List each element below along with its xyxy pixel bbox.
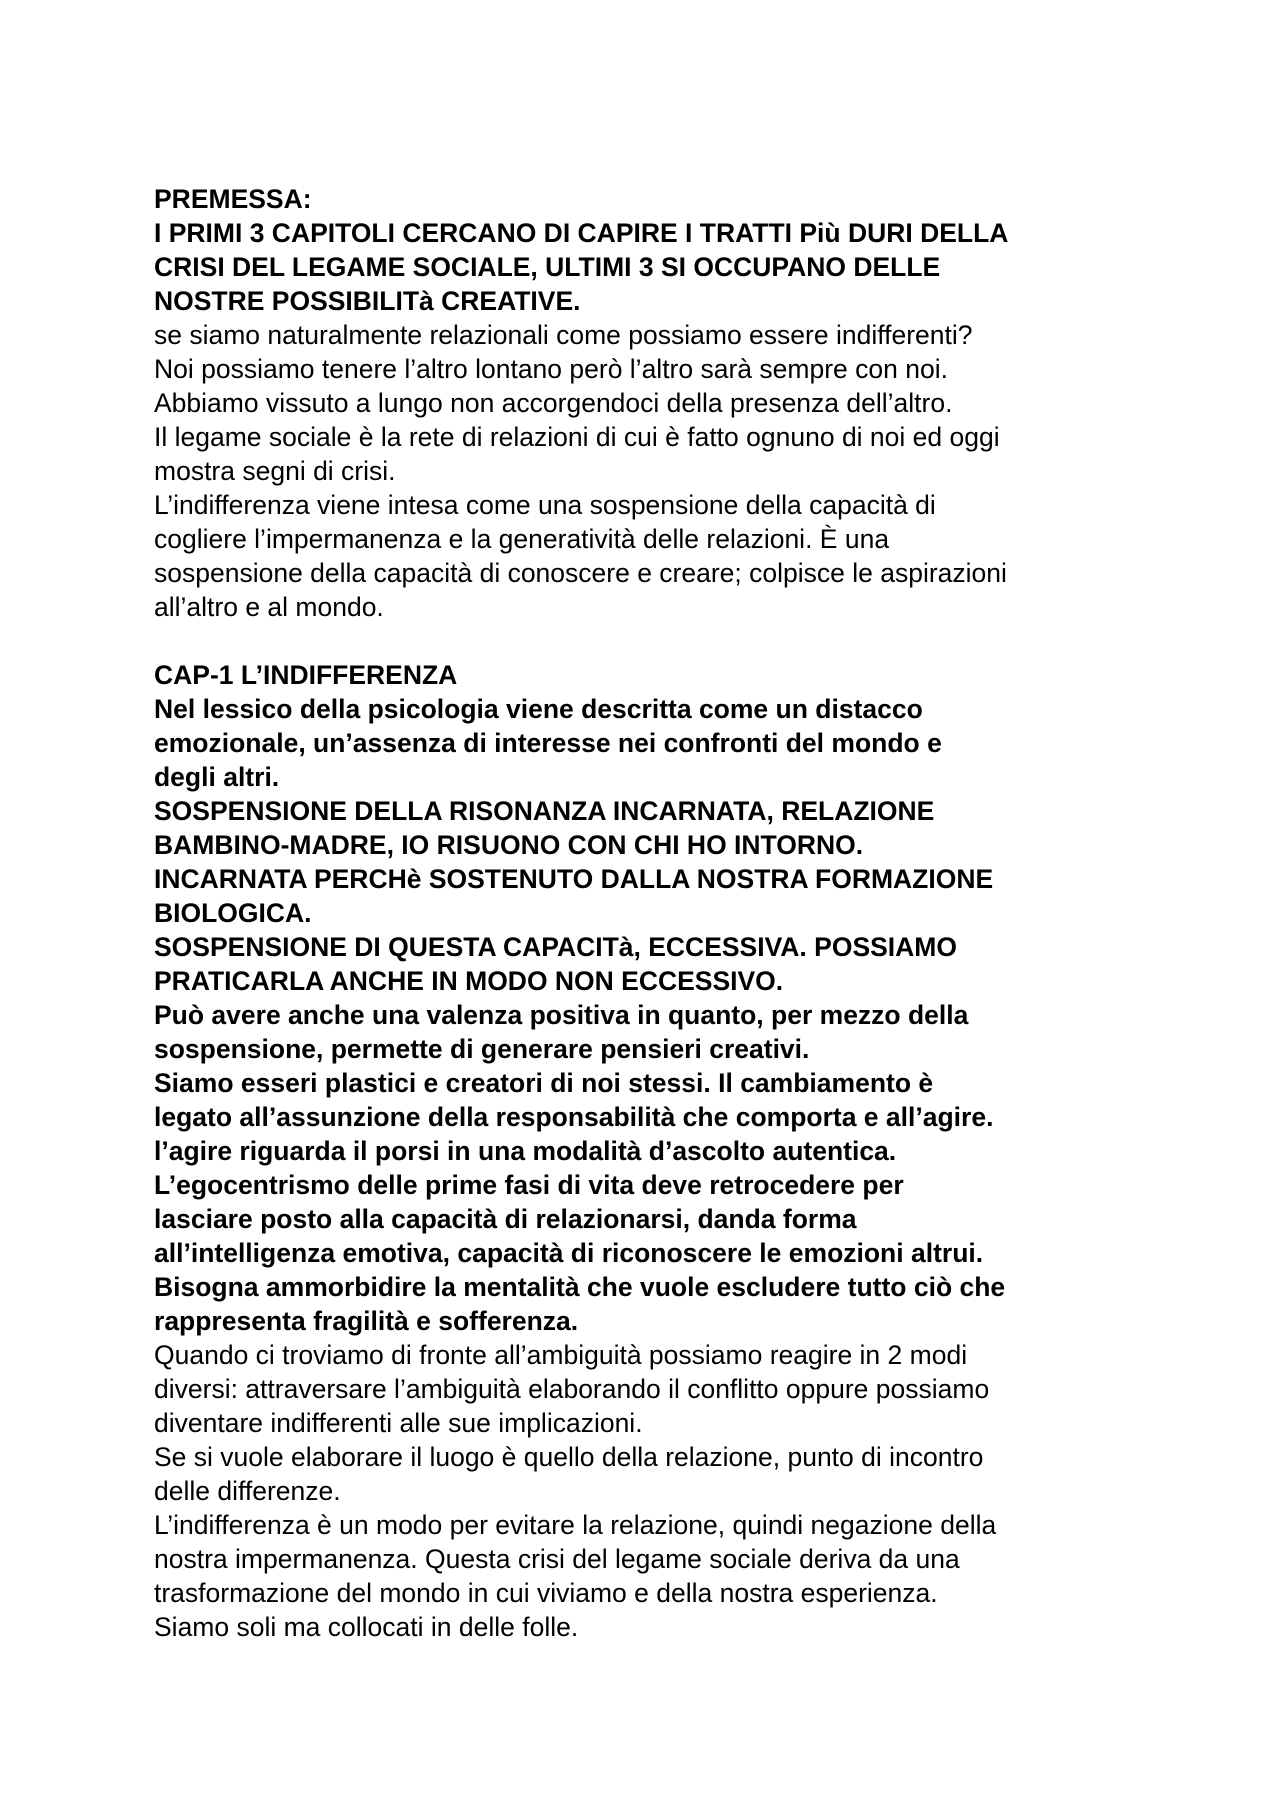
premessa-line: Noi possiamo tenere l’altro lontano però l’altro sarà sempre con noi.: [154, 354, 948, 384]
cap1-line: nostra impermanenza. Questa crisi del legame sociale deriva da una: [154, 1544, 960, 1574]
cap1-bold-line: Siamo esseri plastici e creatori di noi stessi. Il cambiamento è: [154, 1068, 934, 1098]
cap1-bold-line: SOSPENSIONE DELLA RISONANZA INCARNATA, RELAZIONE: [154, 796, 935, 826]
cap1-bold-line: L’egocentrismo delle prime fasi di vita deve retrocedere per: [154, 1170, 904, 1200]
cap1-bold-line: Nel lessico della psicologia viene descritta come un distacco: [154, 694, 923, 724]
cap1-bold-line: l’agire riguarda il porsi in una modalità d’ascolto autentica.: [154, 1136, 897, 1166]
premessa-line: L’indifferenza viene intesa come una sospensione della capacità di: [154, 490, 936, 520]
cap1-bold-line: sospensione, permette di generare pensieri creativi.: [154, 1034, 810, 1064]
cap1-bold-line: rappresenta fragilità e sofferenza.: [154, 1306, 579, 1336]
premessa-line: sospensione della capacità di conoscere e creare; colpisce le aspirazioni: [154, 558, 1007, 588]
cap1-bold-line: degli altri.: [154, 762, 280, 792]
cap1-line: L’indifferenza è un modo per evitare la relazione, quindi negazione della: [154, 1510, 997, 1540]
cap1-bold-line: emozionale, un’assenza di interesse nei confronti del mondo e: [154, 728, 942, 758]
cap1-bold-line: BIOLOGICA.: [154, 898, 312, 928]
premessa-line: se siamo naturalmente relazionali come possiamo essere indifferenti?: [154, 320, 973, 350]
premessa-line: Il legame sociale è la rete di relazioni di cui è fatto ognuno di noi ed oggi: [154, 422, 1000, 452]
cap1-line: Se si vuole elaborare il luogo è quello della relazione, punto di incontro: [154, 1442, 984, 1472]
cap1-bold-line: Può avere anche una valenza positiva in quanto, per mezzo della: [154, 1000, 969, 1030]
premessa-line: mostra segni di crisi.: [154, 456, 396, 486]
cap1-section: [154, 658, 1154, 1644]
document-page: [154, 182, 1154, 1644]
cap1-line: delle differenze.: [154, 1476, 341, 1506]
cap1-heading: CAP-1 L’INDIFFERENZA: [154, 660, 458, 690]
premessa-heading: PREMESSA:: [154, 184, 312, 214]
cap1-bold-line: PRATICARLA ANCHE IN MODO NON ECCESSIVO.: [154, 966, 784, 996]
cap1-bold-line: all’intelligenza emotiva, capacità di riconoscere le emozioni altrui.: [154, 1238, 984, 1268]
premessa-line: all’altro e al mondo.: [154, 592, 384, 622]
premessa-bold-line: NOSTRE POSSIBILITà CREATIVE.: [154, 286, 581, 316]
cap1-bold-line: INCARNATA PERCHè SOSTENUTO DALLA NOSTRA FORMAZIONE: [154, 864, 994, 894]
premessa-line: Abbiamo vissuto a lungo non accorgendoci della presenza dell’altro.: [154, 388, 953, 418]
cap1-line: diversi: attraversare l’ambiguità elaborando il conflitto oppure possiamo: [154, 1374, 990, 1404]
cap1-line: diventare indifferenti alle sue implicazioni.: [154, 1408, 643, 1438]
cap1-bold-line: SOSPENSIONE DI QUESTA CAPACITà, ECCESSIVA. POSSIAMO: [154, 932, 957, 962]
cap1-line: trasformazione del mondo in cui viviamo e della nostra esperienza.: [154, 1578, 938, 1608]
cap1-line: Siamo soli ma collocati in delle folle.: [154, 1612, 579, 1642]
cap1-bold-line: Bisogna ammorbidire la mentalità che vuole escludere tutto ciò che: [154, 1272, 1006, 1302]
paragraph-gap: [154, 624, 1154, 658]
premessa-bold-line: I PRIMI 3 CAPITOLI CERCANO DI CAPIRE I TRATTI Più DURI DELLA: [154, 218, 1009, 248]
cap1-bold-line: BAMBINO-MADRE, IO RISUONO CON CHI HO INTORNO.: [154, 830, 864, 860]
premessa-line: cogliere l’impermanenza e la generatività delle relazioni. È una: [154, 524, 890, 554]
cap1-bold-line: lasciare posto alla capacità di relazionarsi, danda forma: [154, 1204, 857, 1234]
premessa-section: [154, 182, 1154, 624]
cap1-line: Quando ci troviamo di fronte all’ambiguità possiamo reagire in 2 modi: [154, 1340, 968, 1370]
premessa-bold-line: CRISI DEL LEGAME SOCIALE, ULTIMI 3 SI OCCUPANO DELLE: [154, 252, 941, 282]
cap1-bold-line: legato all’assunzione della responsabilità che comporta e all’agire.: [154, 1102, 994, 1132]
